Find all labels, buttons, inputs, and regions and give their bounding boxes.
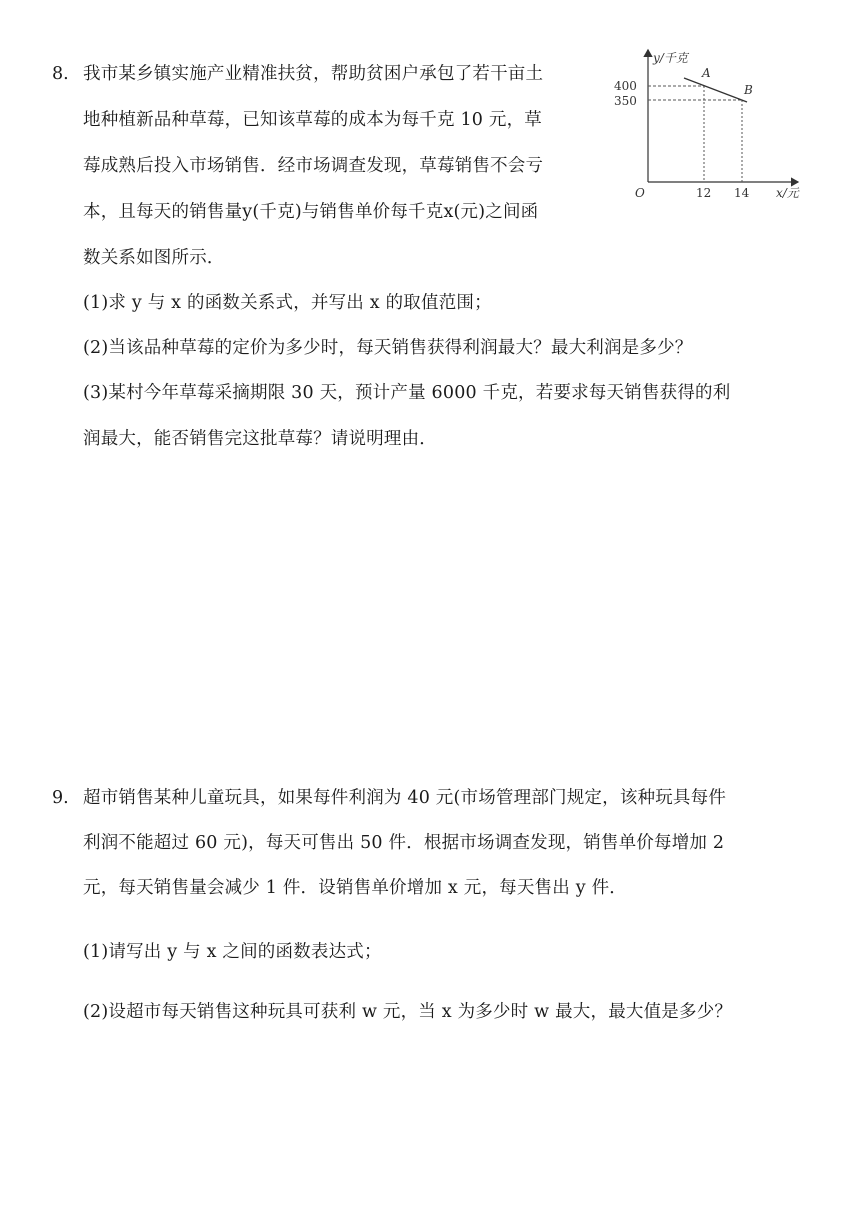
problem-9-text-line-3: 元，每天销售量会减少 1 件．设销售单价增加 x 元，每天售出 y 件． (83, 878, 627, 898)
x-tick-14: 14 (734, 186, 750, 200)
x-tick-12: 12 (696, 186, 712, 200)
problem-9-number: 9. (52, 788, 69, 808)
problem-8-text-line-5: 数关系如图所示． (83, 248, 225, 268)
problem-8-question-1: (1)求 y 与 x 的函数关系式，并写出 x 的取值范围； (83, 293, 492, 313)
problem-8-number: 8. (52, 64, 69, 84)
problem-8-question-3: (3)某村今年草莓采摘期限 30 天，预计产量 6000 千克，若要求每天销售获得的利 (83, 383, 731, 403)
problem-8-text-line-3: 莓成熟后投入市场销售．经市场调查发现，草莓销售不会亏 (83, 156, 544, 176)
segment-ab (684, 78, 747, 102)
origin-label: O (635, 186, 645, 200)
y-tick-400: 400 (614, 79, 637, 93)
problem-8-text-line-2: 地种植新品种草莓，已知该草莓的成本为每千克 10 元，草 (83, 110, 542, 130)
problem-9-text-line-2: 利润不能超过 60 元)，每天可售出 50 件．根据市场调查发现，销售单价每增加 2 (83, 833, 725, 853)
problem-9-text-line-1: 超市销售某种儿童玩具，如果每件利润为 40 元(市场管理部门规定，该种玩具每件 (83, 788, 727, 808)
problem-9-question-2: (2)设超市每天销售这种玩具可获利 w 元，当 x 为多少时 w 最大，最大值是多少？ (83, 1002, 733, 1022)
y-tick-350: 350 (614, 94, 637, 108)
function-graph (606, 40, 812, 206)
y-axis-label: y/千克 (653, 51, 688, 65)
problem-8-figure (606, 40, 812, 206)
problem-8-text-line-1: 我市某乡镇实施产业精准扶贫，帮助贫困户承包了若干亩土 (83, 64, 544, 84)
point-a-label: A (702, 66, 711, 80)
problem-8-text-line-4: 本，且每天的销售量y(千克)与销售单价每千克x(元)之间函 (83, 202, 539, 222)
problem-9-question-1: (1)请写出 y 与 x 之间的函数表达式； (83, 942, 382, 962)
problem-8-question-2: (2)当该品种草莓的定价为多少时，每天销售获得利润最大？最大利润是多少？ (83, 338, 693, 358)
problem-8-question-3-cont: 润最大，能否销售完这批草莓？请说明理由． (83, 429, 437, 449)
point-b-label: B (744, 83, 753, 97)
x-axis-label: x/元 (776, 186, 799, 200)
